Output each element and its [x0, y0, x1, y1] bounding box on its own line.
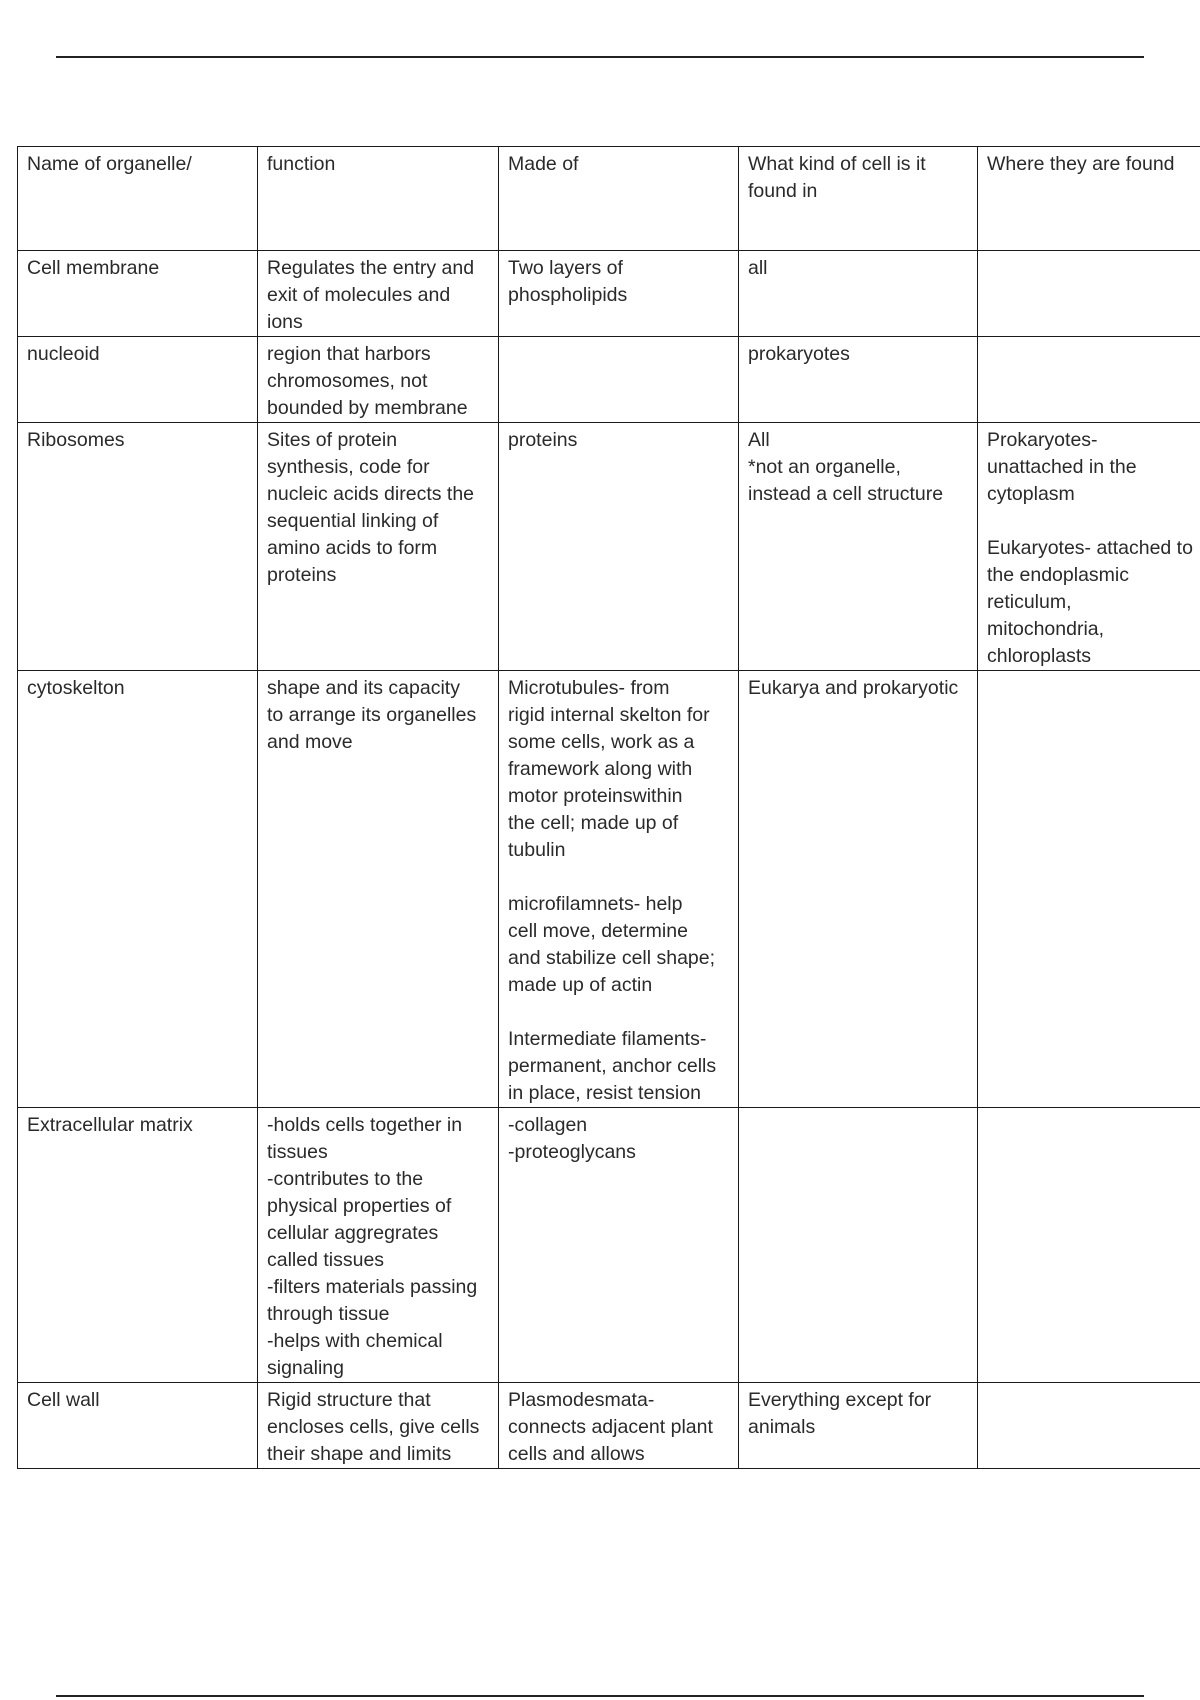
made-of-cell — [499, 337, 739, 423]
location-cell — [978, 337, 1200, 423]
organelle-name-cell: Extracellular matrix — [18, 1108, 258, 1383]
organelle-table — [17, 146, 1200, 1469]
table-row — [18, 671, 1200, 1108]
function-cell: -holds cells together in tissues -contributes to the physical properties of cellular aggregrates called tissues -filters materials passing through tissue -helps with chemical signaling — [258, 1108, 499, 1383]
table-row — [18, 423, 1200, 671]
footer-rule — [56, 1695, 1144, 1697]
cell-type-cell: all — [739, 251, 978, 337]
header-rule — [56, 56, 1144, 58]
organelle-name-cell: nucleoid — [18, 337, 258, 423]
location-cell — [978, 1383, 1200, 1469]
table-row — [18, 1383, 1200, 1469]
table-row — [18, 251, 1200, 337]
organelle-name-cell: Cell membrane — [18, 251, 258, 337]
column-header: function — [258, 147, 499, 251]
cell-type-cell: All *not an organelle, instead a cell structure — [739, 423, 978, 671]
location-cell — [978, 1108, 1200, 1383]
location-cell: Prokaryotes- unattached in the cytoplasm Eukaryotes- attached to the endoplasmic reticulum, mitochondria, chloroplasts — [978, 423, 1200, 671]
function-cell: region that harbors chromosomes, not bounded by membrane — [258, 337, 499, 423]
made-of-cell: Microtubules- from rigid internal skelton for some cells, work as a framework along with motor proteinswithin the cell; made up of tubulin microfilamnets- help cell move, determine and stabilize cell shape; made up of actin Intermediate filaments- permanent, anchor cells in place, resist tension — [499, 671, 739, 1108]
cell-type-cell: Everything except for animals — [739, 1383, 978, 1469]
function-cell: Rigid structure that encloses cells, give cells their shape and limits — [258, 1383, 499, 1469]
made-of-cell: Plasmodesmata- connects adjacent plant cells and allows — [499, 1383, 739, 1469]
function-cell: shape and its capacity to arrange its organelles and move — [258, 671, 499, 1108]
table-header-row — [18, 147, 1200, 251]
column-header: Name of organelle/ — [18, 147, 258, 251]
organelle-name-cell: cytoskelton — [18, 671, 258, 1108]
function-cell: Sites of protein synthesis, code for nucleic acids directs the sequential linking of amino acids to form proteins — [258, 423, 499, 671]
cell-type-cell — [739, 1108, 978, 1383]
location-cell — [978, 251, 1200, 337]
column-header: What kind of cell is it found in — [739, 147, 978, 251]
organelle-name-cell: Ribosomes — [18, 423, 258, 671]
made-of-cell: Two layers of phospholipids — [499, 251, 739, 337]
cell-type-cell: prokaryotes — [739, 337, 978, 423]
organelle-name-cell: Cell wall — [18, 1383, 258, 1469]
made-of-cell: -collagen -proteoglycans — [499, 1108, 739, 1383]
cell-type-cell: Eukarya and prokaryotic — [739, 671, 978, 1108]
location-cell — [978, 671, 1200, 1108]
column-header: Where they are found — [978, 147, 1200, 251]
column-header: Made of — [499, 147, 739, 251]
made-of-cell: proteins — [499, 423, 739, 671]
table-row — [18, 337, 1200, 423]
table-row — [18, 1108, 1200, 1383]
function-cell: Regulates the entry and exit of molecules and ions — [258, 251, 499, 337]
